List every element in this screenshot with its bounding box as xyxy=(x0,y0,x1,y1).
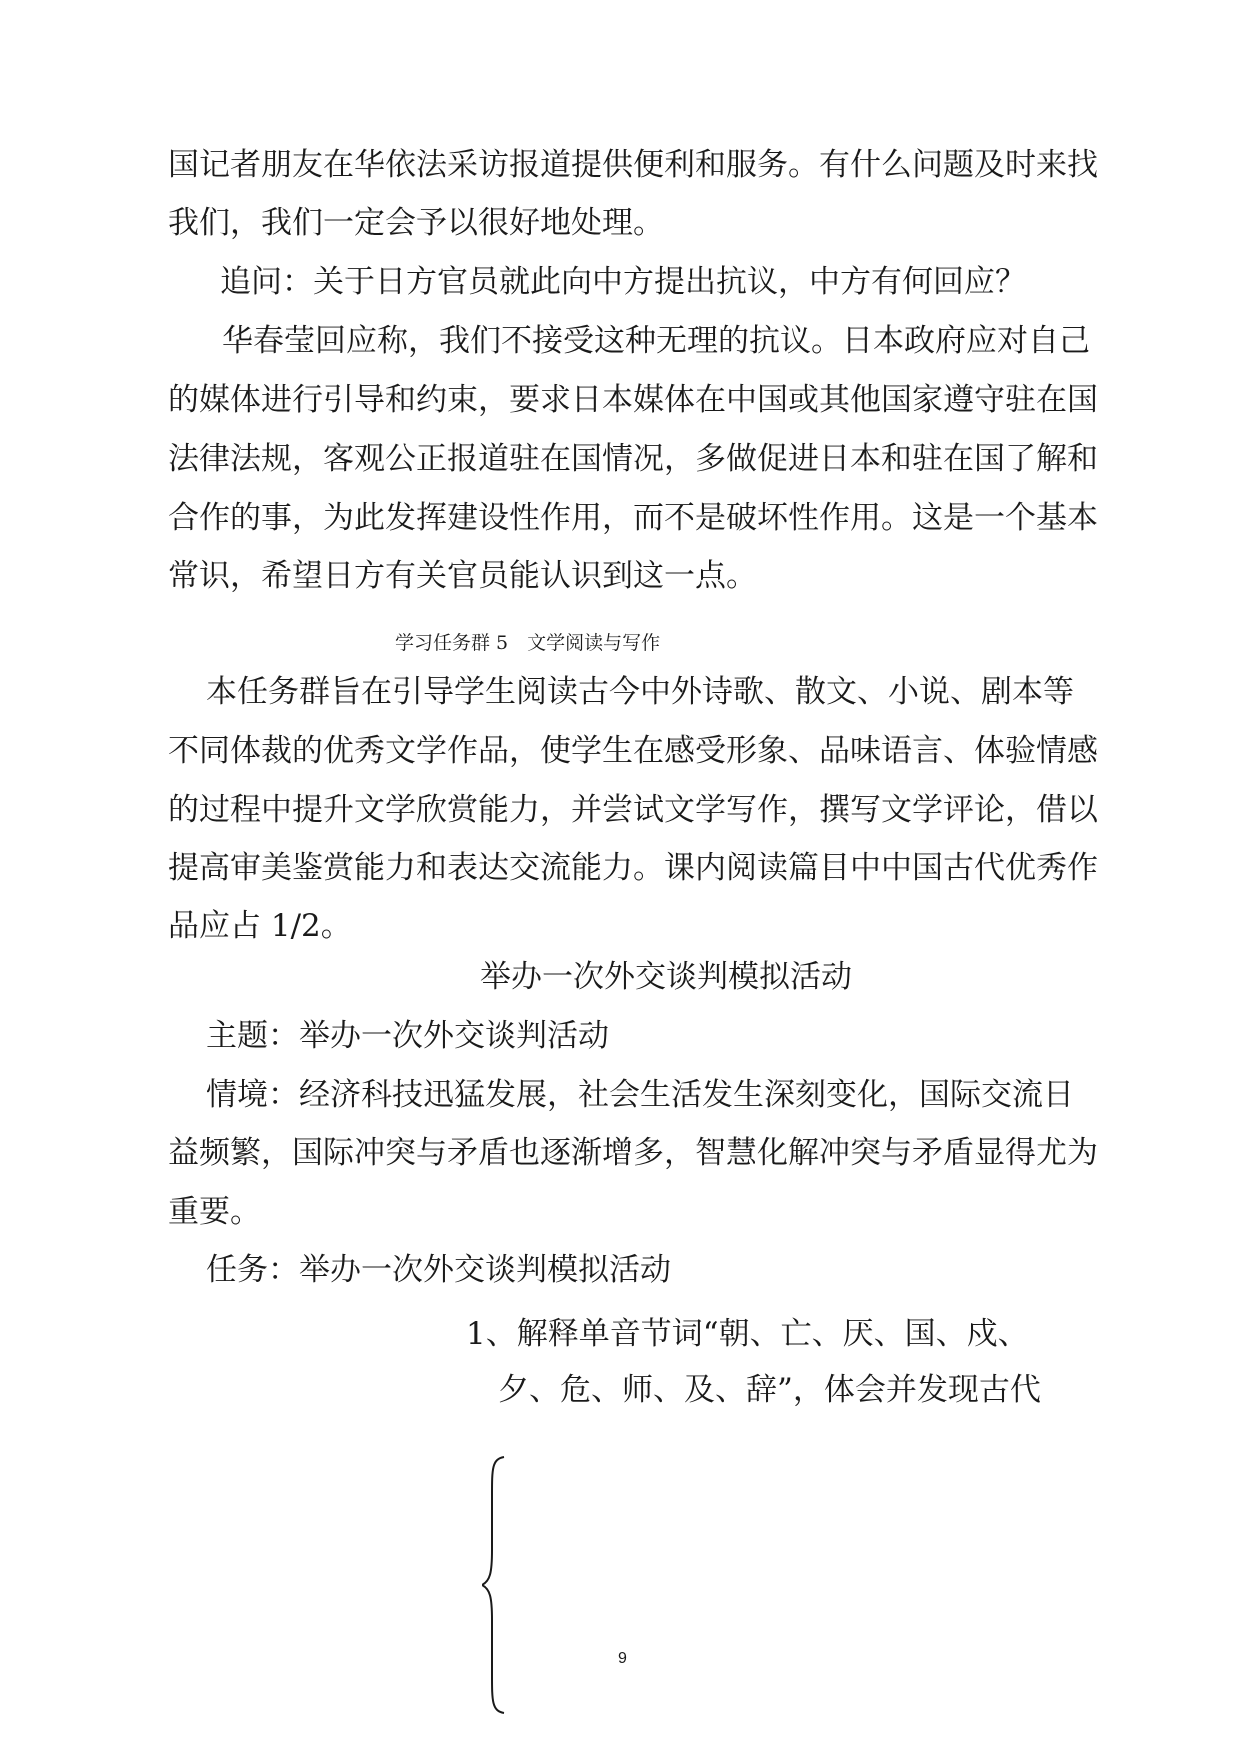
body-text-line: 我们，我们一定会予以很好地处理。 xyxy=(168,205,664,241)
task-line: 任务：举办一次外交谈判模拟活动 xyxy=(206,1252,671,1288)
context-line: 重要。 xyxy=(168,1194,261,1230)
list-item: 1、解释单音节词“朝、亡、厌、国、戍、 xyxy=(466,1316,1029,1352)
body-text-line: 国记者朋友在华依法采访报道提供便利和服务。有什么问题及时来找 xyxy=(168,147,1098,183)
body-text-line: 合作的事，为此发挥建设性作用，而不是破坏性作用。这是一个基本 xyxy=(168,500,1098,536)
page-number: 9 xyxy=(618,1650,627,1667)
activity-title: 举办一次外交谈判模拟活动 xyxy=(480,959,852,995)
section-heading: 学习任务群 5 文学阅读与写作 xyxy=(395,632,661,654)
body-text-line: 不同体裁的优秀文学作品，使学生在感受形象、品味语言、体验情感 xyxy=(168,733,1098,769)
body-text-line: 的媒体进行引导和约束，要求日本媒体在中国或其他国家遵守驻在国 xyxy=(168,382,1098,418)
curly-brace xyxy=(482,1455,522,1715)
context-line: 情境：经济科技迅猛发展，社会生活发生深刻变化，国际交流日 xyxy=(206,1077,1074,1113)
list-item: 夕、危、师、及、辞”，体会并发现古代 xyxy=(498,1372,1041,1408)
body-text-line: 追问：关于日方官员就此向中方提出抗议，中方有何回应？ xyxy=(220,264,1026,300)
body-text-line: 的过程中提升文学欣赏能力，并尝试文学写作，撰写文学评论，借以 xyxy=(168,792,1098,828)
context-line: 益频繁，国际冲突与矛盾也逐渐增多，智慧化解冲突与矛盾显得尤为 xyxy=(168,1135,1098,1171)
body-text-line: 本任务群旨在引导学生阅读古今中外诗歌、散文、小说、剧本等 xyxy=(206,674,1074,710)
body-text-line: 品应占 1/2。 xyxy=(168,908,352,944)
body-text-line: 提高审美鉴赏能力和表达交流能力。课内阅读篇目中中国古代优秀作 xyxy=(168,850,1098,886)
theme-line: 主题：举办一次外交谈判活动 xyxy=(206,1018,609,1054)
body-text-line: 法律法规，客观公正报道驻在国情况，多做促进日本和驻在国了解和 xyxy=(168,441,1098,477)
body-text-line: 常识，希望日方有关官员能认识到这一点。 xyxy=(168,558,757,594)
body-text-line: 华春莹回应称，我们不接受这种无理的抗议。日本政府应对自己 xyxy=(222,323,1090,359)
